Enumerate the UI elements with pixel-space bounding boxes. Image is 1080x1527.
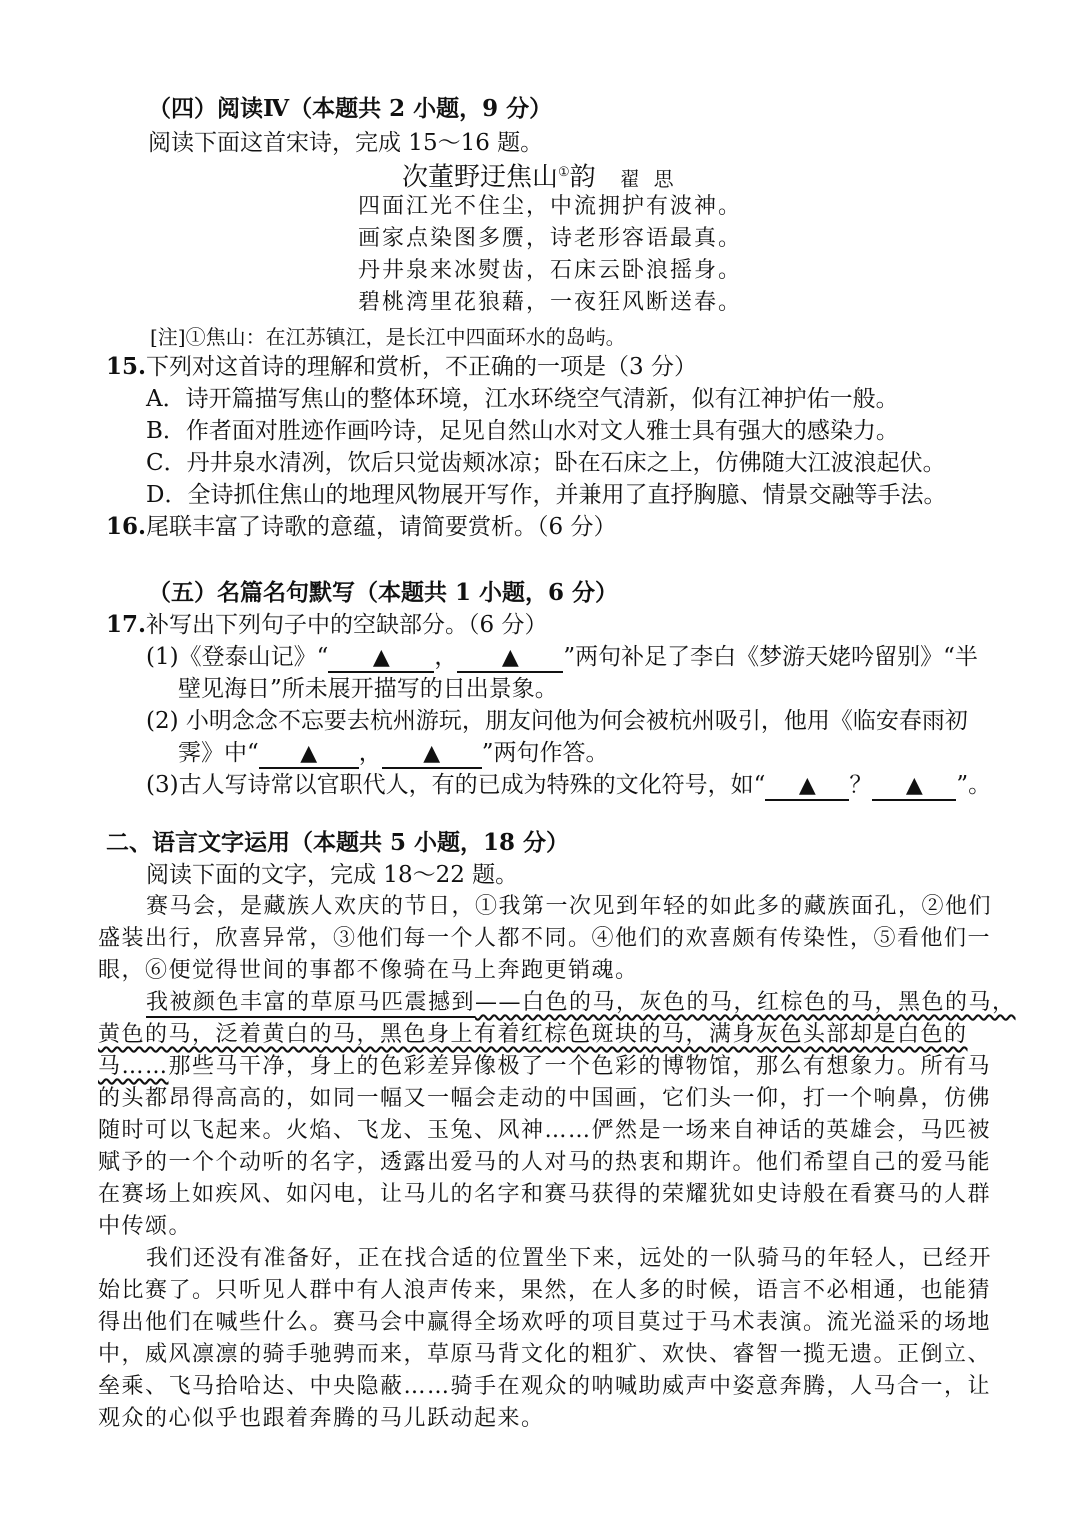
q17-item2: (2) 小明念念不忘要去杭州游玩，朋友问他为何会被杭州吸引，他用《临安春雨初 xyxy=(146,708,968,734)
passage-line: 中，威风凛凛的骑手驰骋而来，草原马背文化的粗犷、欢快、睿智一揽无遗。正倒立、 xyxy=(98,1342,992,1367)
q17-item3-text: (3)古人写诗常以官职代人，有的已成为特殊的文化符号，如“ xyxy=(146,772,766,798)
poem-line: 丹井泉来冰熨齿，石床云卧浪摇身。 xyxy=(358,258,743,283)
answer-blank[interactable] xyxy=(328,644,434,673)
part2-instruction: 阅读下面的文字，完成 18～22 题。 xyxy=(146,862,519,888)
section5-heading: （五）名篇名句默写（本题共 1 小题，6 分） xyxy=(148,579,619,606)
passage-line: 赛马会，是藏族人欢庆的节日，①我第一次见到年轻的如此多的藏族面孔，②他们 xyxy=(146,894,993,919)
poem-note: [注]①焦山：在江苏镇江，是长江中四面环水的岛屿。 xyxy=(150,325,626,349)
passage-line: 赋予的一个个动听的名字，透露出爱马的人对马的热衷和期许。他们希望自己的爱马能 xyxy=(98,1150,992,1175)
q17-item1-text: (1)《登泰山记》“ xyxy=(146,644,329,670)
passage-line: 眼，⑥便觉得世间的事都不像骑在马上奔跑更销魂。 xyxy=(98,958,639,983)
q16-stem xyxy=(106,512,616,542)
underlined-sentence: 我被颜色丰富的草原马匹震撼到 xyxy=(146,990,475,1018)
passage-line: 我们还没有准备好，正在找合适的位置坐下来，远处的一队骑马的年轻人，已经开 xyxy=(146,1246,993,1271)
q17-item1 xyxy=(146,642,978,673)
q17-number: 17. xyxy=(106,611,147,638)
q16-number: 16. xyxy=(106,513,147,540)
poem-line: 四面江光不住尘，中流拥护有波神。 xyxy=(358,194,743,219)
passage-line: 在赛场上如疾风、如闪电，让马儿的名字和赛马获得的荣耀犹如史诗般在看赛马的人群 xyxy=(98,1182,992,1207)
triangle-icon: ▲ xyxy=(300,741,318,766)
answer-blank[interactable] xyxy=(457,644,563,673)
passage-text: 那些马干净，身上的色彩差异像极了一个色彩的博物馆，那么有想象力。所有马 xyxy=(168,1054,992,1079)
q17-item2-cont xyxy=(178,738,609,769)
wavy-underlined-text: 马…… xyxy=(98,1054,169,1079)
q17-item1-cont: 壁见海日”所未展开描写的日出景象。 xyxy=(178,676,558,702)
q15-stem-text: 下列对这首诗的理解和赏析，不正确的一项是（3 分） xyxy=(146,354,697,380)
wavy-underlined-text: 黄色的马，泛着黄白的马，黑色身上有着红棕色斑块的马，满身灰色头部却是白色的 xyxy=(98,1022,968,1047)
passage-line xyxy=(98,1052,991,1082)
passage-line: 垒乘、飞马拾哈达、中央隐蔽……骑手在观众的呐喊助威声中姿意奔腾，人马合一，让 xyxy=(98,1374,992,1399)
section4-heading: （四）阅读Ⅳ（本题共 2 小题，9 分） xyxy=(148,95,553,122)
poem-line: 画家点染图多赝，诗老形容语最真。 xyxy=(358,226,743,251)
poem-title-suffix: 韵 xyxy=(569,162,596,193)
answer-blank[interactable] xyxy=(872,772,956,801)
passage-line xyxy=(98,1020,968,1050)
triangle-icon: ▲ xyxy=(423,741,441,766)
q17-item3 xyxy=(146,770,991,801)
passage-line: 始比赛了。只听见人群中有人浪声传来，果然，在人多的时候，语言不必相通，也能猜 xyxy=(98,1278,992,1303)
passage-line: 随时可以飞起来。火焰、飞龙、玉兔、风神……俨然是一场来自神话的英雄会，马匹被 xyxy=(98,1118,992,1143)
section4-instruction: 阅读下面这首宋诗，完成 15～16 题。 xyxy=(148,130,544,156)
answer-blank[interactable] xyxy=(765,772,849,801)
passage-line: 得出他们在喊些什么。赛马会中赢得全场欢呼的项目莫过于马术表演。流光溢采的场地 xyxy=(98,1310,992,1335)
q15-number: 15. xyxy=(106,353,147,380)
poem-author: 翟思 xyxy=(619,166,688,191)
triangle-icon: ▲ xyxy=(905,773,923,798)
part2-heading: 二、语言文字运用（本题共 5 小题，18 分） xyxy=(106,829,570,856)
poem-line: 碧桃湾里花狼藉，一夜狂风断送春。 xyxy=(358,290,743,315)
q17-item2-text-c: ”两句作答。 xyxy=(481,740,609,766)
q15-option-c: C．丹井泉水清冽，饮后只觉齿颊冰凉；卧在石床之上，仿佛随大江波浪起伏。 xyxy=(146,450,946,476)
wavy-underlined-text: ——白色的马，灰色的马，红棕色的马，黑色的马， xyxy=(475,990,1016,1015)
answer-blank[interactable] xyxy=(382,740,482,769)
q17-item1-text-b: ”两句补足了李白《梦游天姥吟留别》“半 xyxy=(563,644,978,670)
passage-line: 的头都昂得高高的，如同一幅又一幅会走动的中国画，它们头一仰，打一个响鼻，仿佛 xyxy=(98,1086,992,1111)
q15-stem xyxy=(106,352,697,382)
q17-item1-sep: ， xyxy=(434,644,458,670)
q17-stem-text: 补写出下列句子中的空缺部分。（6 分） xyxy=(146,612,548,638)
q17-stem xyxy=(106,610,547,640)
triangle-icon: ▲ xyxy=(798,773,816,798)
q15-option-b: B．作者面对胜迹作画吟诗，足见自然山水对文人雅士具有强大的感染力。 xyxy=(146,418,899,444)
passage-line xyxy=(146,988,1016,1018)
q17-item2-text: 霁》中“ xyxy=(178,740,259,766)
poem-title-text: 次董野迂焦山 xyxy=(402,162,559,193)
passage-line: 观众的心似乎也跟着奔腾的马儿跃动起来。 xyxy=(98,1406,545,1431)
q15-option-d: D．全诗抓住焦山的地理风物展开写作，并兼用了直抒胸臆、情景交融等手法。 xyxy=(146,482,947,508)
passage-line: 中传颂。 xyxy=(98,1214,193,1239)
poem-title xyxy=(402,158,688,194)
q16-stem-text: 尾联丰富了诗歌的意蕴，请简要赏析。（6 分） xyxy=(146,514,617,540)
q15-option-a: A．诗开篇描写焦山的整体环境，江水环绕空气清新，似有江神护佑一般。 xyxy=(146,386,899,412)
triangle-icon: ▲ xyxy=(501,645,519,670)
triangle-icon: ▲ xyxy=(372,645,390,670)
q17-item3-sep: ？ xyxy=(849,772,873,798)
answer-blank[interactable] xyxy=(259,740,359,769)
passage-line: 盛装出行，欣喜异常，③他们每一个人都不同。④他们的欢喜颇有传染性，⑤看他们一 xyxy=(98,926,992,951)
q17-item2-sep: ， xyxy=(358,740,382,766)
poem-note-mark: ① xyxy=(558,165,570,180)
q17-item3-end: ”。 xyxy=(956,772,992,798)
